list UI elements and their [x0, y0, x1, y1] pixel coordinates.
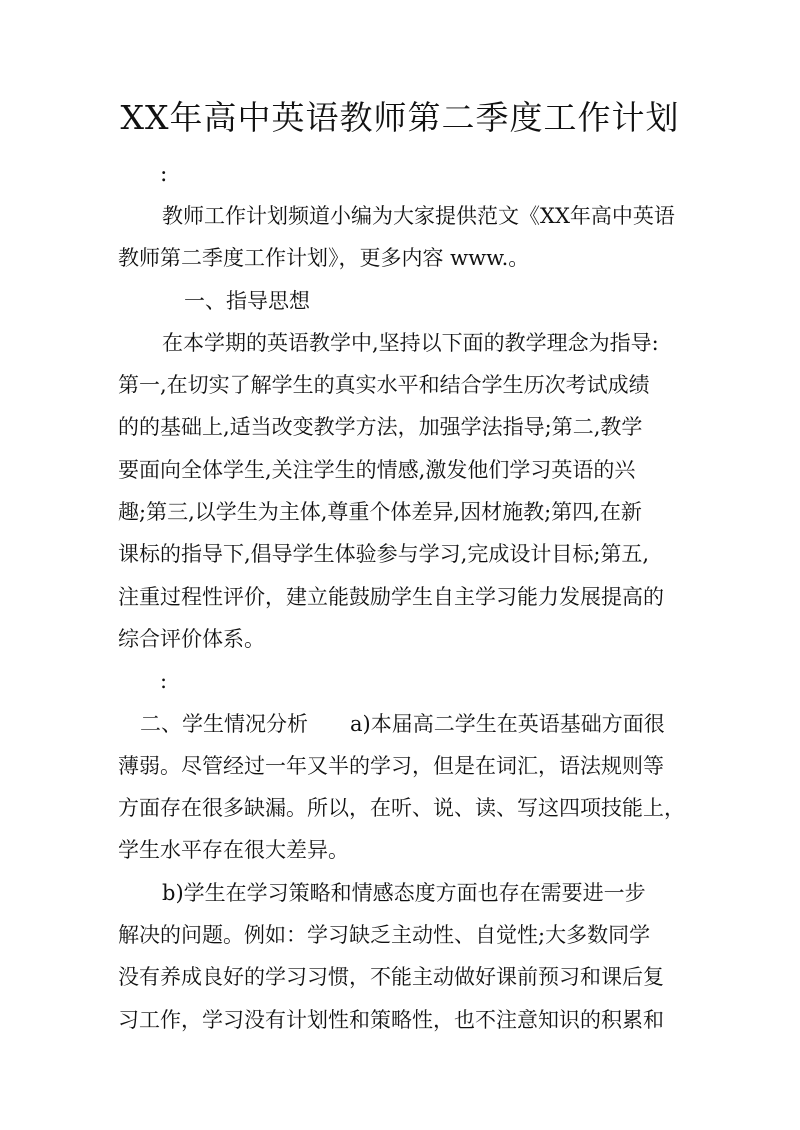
section1-line-6: 课标的指导下,倡导学生体验参与学习,完成设计目标;第五,: [118, 542, 650, 567]
section3-line-4: 习工作，学习没有计划性和策略性，也不注意知识的积累和: [118, 1007, 664, 1032]
intro-line-2: 教师第二季度工作计划》，更多内容 www.。: [118, 246, 530, 271]
section3-line-3: 没有养成良好的学习习惯，不能主动做好课前预习和课后复: [118, 965, 664, 990]
section1-line-1: 在本学期的英语教学中,坚持以下面的教学理念为指导:: [162, 330, 659, 355]
document-title: XX年高中英语教师第二季度工作计划: [120, 98, 680, 137]
section3-line-2: 解决的问题。例如：学习缺乏主动性、自觉性;大多数同学: [118, 923, 651, 948]
document-body: [118, 195, 685, 1041]
colon-mark-2: :: [160, 669, 168, 694]
section1-heading: 一、指导思想: [184, 288, 310, 313]
section1-line-7: 注重过程性评价，建立能鼓励学生自主学习能力发展提高的: [118, 584, 664, 609]
section3-line-1: b)学生在学习策略和情感态度方面也存在需要进一步: [162, 880, 646, 905]
colon-mark-1: :: [160, 162, 168, 187]
section1-line-5: 趣;第三,以学生为主体,尊重个体差异,因材施教;第四,在新: [118, 500, 642, 525]
section1-line-2: 第一,在切实了解学生的真实水平和结合学生历次考试成绩: [118, 373, 650, 398]
section2-line-1: 二、学生情况分析 a)本届高二学生在英语基础方面很: [140, 711, 665, 736]
section1-line-8: 综合评价体系。: [118, 626, 265, 651]
section2-line-2: 薄弱。尽管经过一年又半的学习，但是在词汇，语法规则等: [118, 753, 664, 778]
section1-line-4: 要面向全体学生,关注学生的情感,激发他们学习英语的兴: [118, 457, 636, 482]
section2-line-4: 学生水平存在很大差异。: [118, 838, 349, 863]
section1-line-3: 的的基础上,适当改变教学方法，加强学法指导;第二,教学: [118, 415, 643, 440]
intro-line-1: 教师工作计划频道小编为大家提供范文《XX年高中英语: [162, 204, 675, 228]
section2-line-3: 方面存在很多缺漏。所以，在听、说、读、写这四项技能上，: [118, 796, 685, 821]
